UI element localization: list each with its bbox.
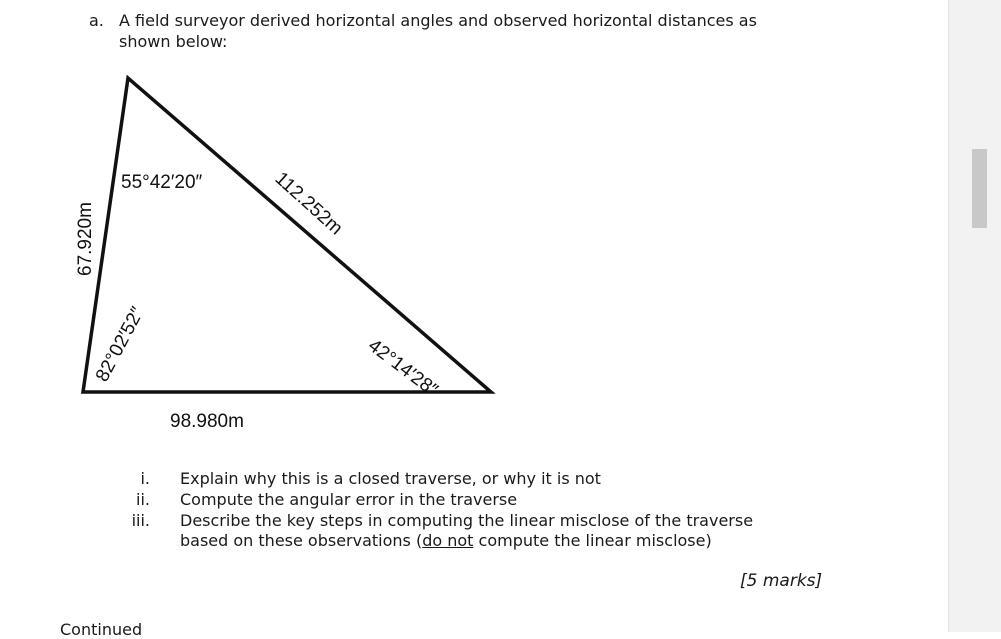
next-heading-partial: Continued xyxy=(60,620,143,639)
subquestion-3-text-line-1: Describe the key steps in computing the linear misclose of the traverse xyxy=(180,511,754,530)
subquestion-1-number: i. xyxy=(140,469,150,488)
subquestion-3-do-not-underlined: do not xyxy=(422,531,474,550)
subquestion-2-text: Compute the angular error in the traverse xyxy=(180,490,518,509)
subquestion-3-text-after: compute the linear misclose) xyxy=(473,531,712,550)
side-bottom-length: 98.980m xyxy=(170,411,244,432)
marks-allocation: [5 marks] xyxy=(740,571,823,591)
question-label: a. xyxy=(89,11,104,30)
angle-top-label: 55°42′20″ xyxy=(121,172,203,193)
subquestion-3-text-before: based on these observations ( xyxy=(180,531,423,550)
vertical-scrollbar-track[interactable] xyxy=(948,0,1001,632)
angle-right-label: 42°14′28″ xyxy=(363,335,442,401)
side-hypotenuse-length: 112.252m xyxy=(270,168,347,240)
vertical-scrollbar-thumb[interactable] xyxy=(972,149,987,228)
subquestion-2-number: ii. xyxy=(136,490,150,509)
question-intro-line-1: A field surveyor derived horizontal angles and observed horizontal distances as xyxy=(119,11,757,30)
subquestion-3-number: iii. xyxy=(131,511,150,530)
subquestion-3-text-line-2 xyxy=(180,531,712,552)
triangle-outline xyxy=(83,78,491,392)
subquestion-1-text: Explain why this is a closed traverse, or why it is not xyxy=(180,469,601,488)
side-left-length: 67.920m xyxy=(75,202,96,276)
angle-bottom-left-label: 82°02′52″ xyxy=(91,303,149,386)
question-intro-line-2: shown below: xyxy=(119,32,228,51)
